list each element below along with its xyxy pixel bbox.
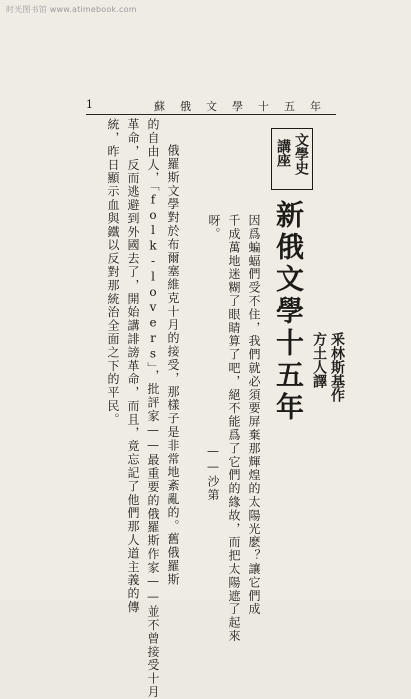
- series-label-2: 講座: [275, 139, 291, 167]
- page-number: 1: [86, 98, 93, 111]
- author-credit: 釆林斯基作: [329, 332, 345, 402]
- article-title: 新俄文學十五年: [272, 200, 305, 424]
- translator-credit: 方土人譯: [311, 332, 327, 388]
- epigraph-line: 呀。: [207, 214, 221, 241]
- body-line: 革命，反而逃避到外國去了，開始講誹謗革命，而且，竟忘記了他們那人道主義的傳: [126, 118, 140, 614]
- body-line: 統，昨日顯示血與鐵以反對那統治全面之下的平民。: [106, 118, 120, 427]
- body-line: 的自由人，「folk-lovers」，批評家——最重要的俄羅斯作家——並不曾接受十月: [146, 118, 160, 699]
- series-label-1: 文學史: [293, 133, 309, 175]
- series-box: [271, 128, 313, 190]
- body-line: 俄羅斯文學對於布爾塞維克十月的接受，那樣子是非常地紊亂的。舊俄羅斯: [166, 144, 180, 587]
- running-title: 蘇俄文學十五年: [154, 100, 336, 113]
- epigraph-line: 千成萬地迷糊了眼睛算了吧，絕不能爲了它們的緣故，而把太陽遮了起來: [227, 214, 241, 643]
- epigraph-line: 因爲蝙蝠們受不住，我們就必須要屏棄那輝煌的太陽光麽？讓它們成: [247, 214, 261, 616]
- epigraph-signature: ——沙第: [206, 444, 220, 502]
- site-watermark: 时光图书馆 www.atimebook.com: [6, 5, 137, 14]
- running-head: [86, 98, 336, 115]
